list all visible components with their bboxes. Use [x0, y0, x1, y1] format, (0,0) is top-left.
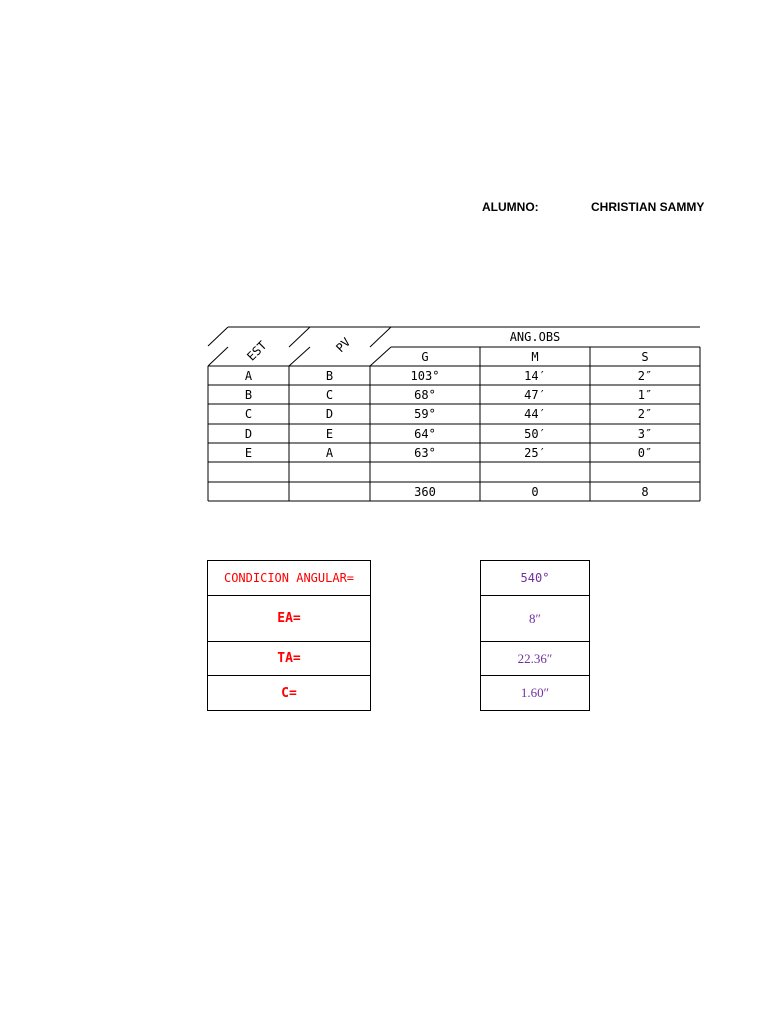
cell-m: 50′ — [524, 426, 546, 441]
cell-pv: B — [325, 368, 334, 383]
header-g: G — [421, 349, 429, 364]
cell-m: 25′ — [524, 445, 546, 460]
cell-m: 44′ — [524, 407, 546, 421]
value-condicion-angular: 540° — [520, 570, 550, 585]
cell-g: 59° — [414, 407, 436, 421]
label-ta: TA= — [277, 651, 301, 666]
cell-total-m: 0 — [531, 484, 539, 499]
cell-est: D — [244, 426, 253, 441]
cell-g: 63° — [414, 445, 436, 460]
cell-est — [208, 482, 289, 501]
alumno-label: ALUMNO: — [482, 200, 539, 214]
cell-m: 47′ — [524, 387, 546, 402]
cell-pv: C — [325, 387, 334, 402]
cell-s: 0″ — [637, 445, 653, 460]
cell-est: A — [244, 368, 253, 383]
label-c: C= — [281, 685, 297, 701]
cell-total-g: 360 — [414, 484, 436, 499]
label-condicion-angular: CONDICION ANGULAR= — [223, 570, 355, 585]
header-s: S — [641, 349, 649, 364]
cell-s: 3″ — [637, 426, 653, 441]
cell-est: B — [244, 387, 253, 402]
cell-s: 2″ — [637, 407, 653, 421]
cell-pv: D — [325, 407, 334, 421]
cell-s: 2″ — [637, 368, 653, 383]
cell-g — [370, 462, 480, 482]
header-m: M — [531, 349, 539, 364]
value-c: 1.60″ — [520, 685, 550, 700]
cell-est: C — [244, 407, 253, 421]
cell-s: 1″ — [637, 387, 653, 402]
cell-est — [208, 462, 289, 482]
cell-g: 68° — [414, 387, 436, 402]
header-ang-obs: ANG.OBS — [509, 330, 561, 344]
cell-s — [590, 462, 700, 482]
cell-pv — [289, 482, 370, 501]
cell-m — [480, 462, 590, 482]
header-pv: PV — [333, 334, 354, 356]
cell-total-s: 8 — [641, 484, 649, 499]
cell-m: 14′ — [524, 368, 546, 383]
value-ea: 8″ — [529, 610, 541, 626]
cell-est: E — [244, 445, 253, 460]
cell-pv: A — [325, 445, 334, 460]
header-est: EST — [244, 338, 270, 364]
cell-g: 64° — [414, 426, 436, 441]
cell-pv: E — [325, 426, 334, 441]
label-ea: EA= — [277, 611, 301, 626]
cell-pv — [289, 462, 370, 482]
alumno-name: CHRISTIAN SAMMY — [591, 200, 705, 214]
cell-g: 103° — [410, 368, 440, 383]
value-ta: 22.36″ — [517, 650, 553, 666]
